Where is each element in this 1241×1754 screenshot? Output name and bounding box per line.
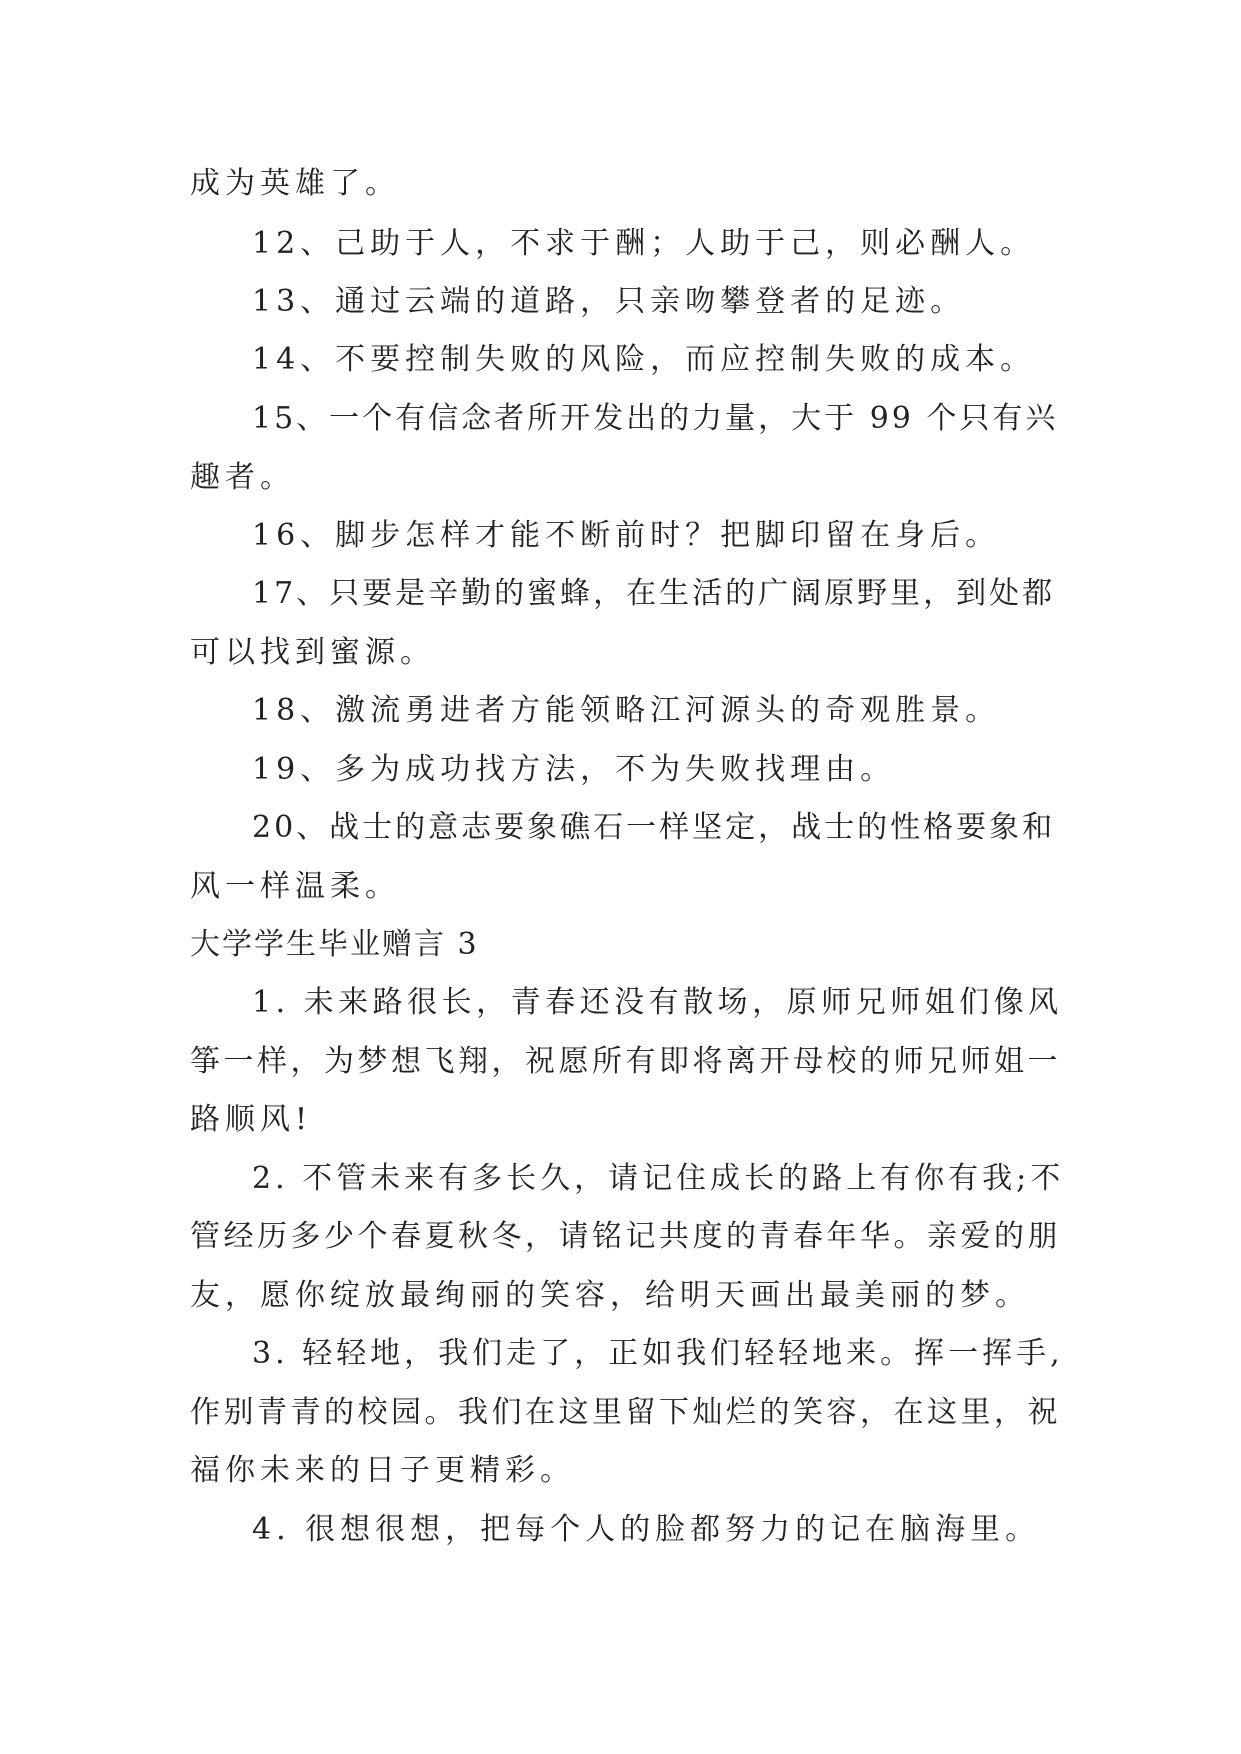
- paragraph-line: 20、战士的意志要象礁石一样坚定，战士的性格要象和: [252, 810, 1056, 845]
- paragraph-line: 18、激流勇进者方能领略江河源头的奇观胜景。: [252, 693, 1001, 728]
- paragraph-line: 作别青青的校园。我们在这里留下灿烂的笑容，在这里，祝: [190, 1395, 1061, 1430]
- paragraph-line: 成为英雄了。: [190, 166, 400, 201]
- paragraph-line: 16、脚步怎样才能不断前时？把脚印留在身后。: [252, 518, 1001, 553]
- section-heading: 大学学生毕业赠言 3: [190, 927, 479, 962]
- paragraph-line: 14、不要控制失败的风险，而应控制失败的成本。: [252, 342, 1036, 377]
- paragraph-line: 管经历多少个春夏秋冬，请铭记共度的青春年华。亲爱的朋: [190, 1219, 1061, 1254]
- paragraph-line: 12、己助于人，不求于酬；人助于己，则必酬人。: [252, 226, 1036, 261]
- paragraph-line: 筝一样，为梦想飞翔，祝愿所有即将离开母校的师兄师姐一: [190, 1044, 1061, 1079]
- paragraph-line: 路顺风!: [190, 1102, 313, 1137]
- paragraph-line: 4. 很想很想，把每个人的脸都努力的记在脑海里。: [252, 1512, 1041, 1547]
- paragraph-line: 2. 不管未来有多长久，请记住成长的路上有你有我;不: [252, 1161, 1065, 1196]
- paragraph-line: 13、通过云端的道路，只亲吻攀登者的足迹。: [252, 284, 966, 319]
- paragraph-line: 福你未来的日子更精彩。: [190, 1453, 575, 1488]
- paragraph-line: 3. 轻轻地，我们走了，正如我们轻轻地来。挥一挥手,: [252, 1336, 1064, 1371]
- paragraph-line: 15、一个有信念者所开发出的力量，大于 99 个只有兴: [252, 401, 1059, 436]
- paragraph-line: 可以找到蜜源。: [190, 635, 435, 670]
- paragraph-line: 友，愿你绽放最绚丽的笑容，给明天画出最美丽的梦。: [190, 1278, 1030, 1313]
- paragraph-line: 1. 未来路很长，青春还没有散场，原师兄师姐们像风: [252, 985, 1063, 1020]
- paragraph-line: 19、多为成功找方法，不为失败找理由。: [252, 752, 896, 787]
- paragraph-line: 17、只要是辛勤的蜜蜂，在生活的广阔原野里，到处都: [252, 576, 1056, 611]
- paragraph-line: 趣者。: [190, 460, 295, 495]
- paragraph-line: 风一样温柔。: [190, 869, 400, 904]
